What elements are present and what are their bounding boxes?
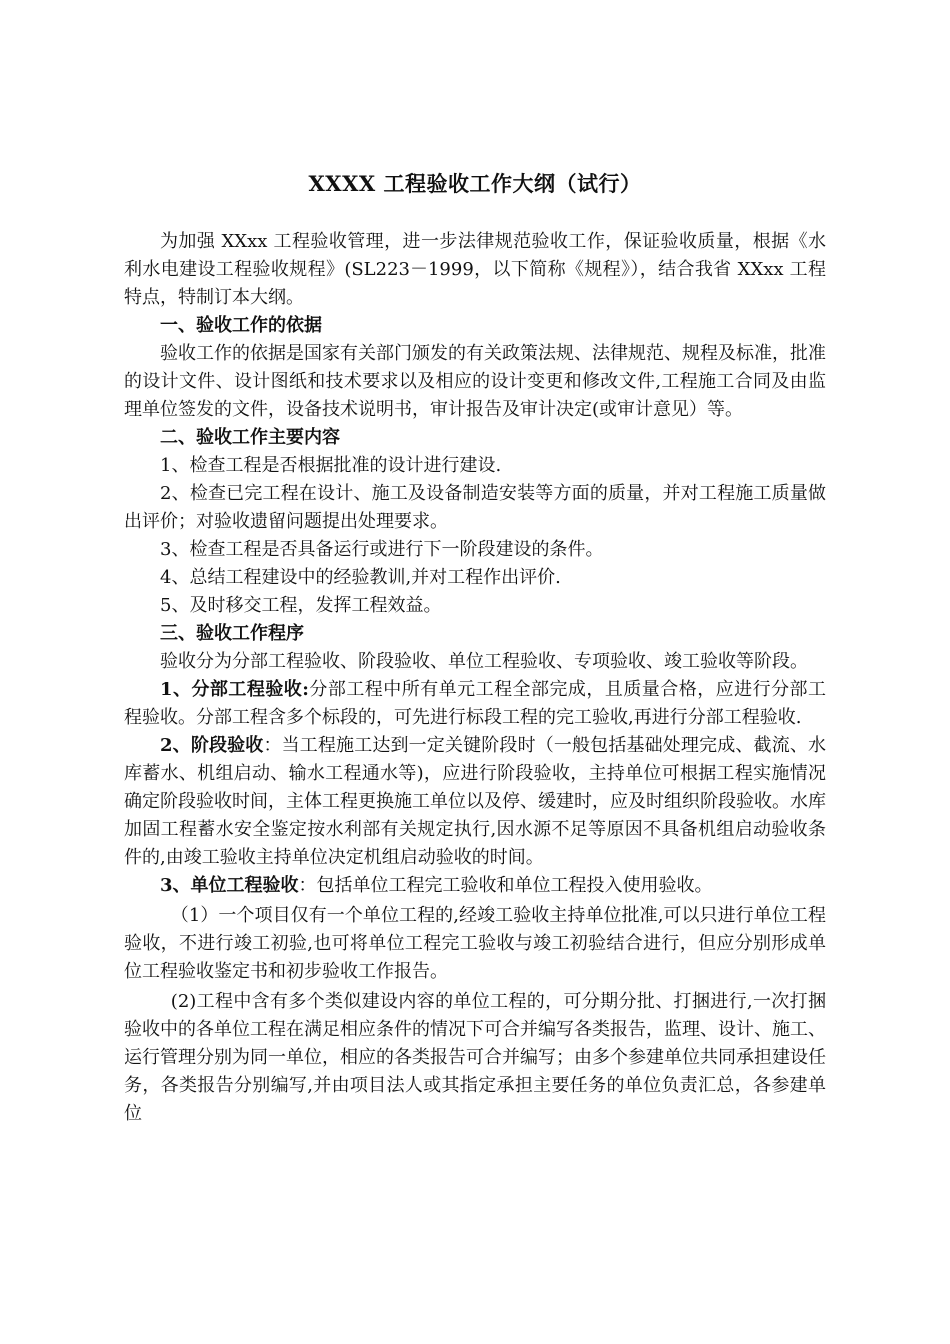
section-2-item: 3、检查工程是否具备运行或进行下一阶段建设的条件。 (160, 539, 604, 560)
sub-section-paragraph (124, 676, 826, 732)
numbered-clause: (2)工程中含有多个类似建设内容的单位工程的，可分期分批、打捆进行,一次打捆验收中的各单位工程在满足相应条件的情况下可合并编写各类报告，监理、设计、施工、运行管理分别为同一单位，相应的各类报告可合并编写；由多个参建单位共同承担建设任务，各类报告分别编写,并由项目法人或其指定承担主要任务的单位负责汇总，各参建单位 (124, 991, 826, 1124)
section-3-text: 验收分为分部工程验收、阶段验收、单位工程验收、专项验收、竣工验收等阶段。 (160, 651, 808, 672)
document-body (124, 228, 826, 1128)
sub-section-text: ：当工程施工达到一定关键阶段时（一般包括基础处理完成、截流、水库蓄水、机组启动、输水工程通水等)，应进行阶段验收，主持单位可根据工程实施情况确定阶段验收时间，主体工程更换施工单位以及停、缓建时，应及时组织阶段验收。水库加固工程蓄水安全鉴定按水利部有关规定执行,因水源不足等原因不具备机组启动验收条件的,由竣工验收主持单位决定机组启动验收的时间。 (124, 735, 826, 868)
section-2-item: 2、检查已完工程在设计、施工及设备制造安装等方面的质量，并对工程施工质量做出评价；对验收遗留问题提出处理要求。 (124, 483, 826, 532)
sub-section-text: 分部工程中所有单元工程全部完成，且质量合格，应进行分部工程验收。分部工程含多个标段的，可先进行标段工程的完工验收,再进行分部工程验收. (124, 679, 827, 728)
sub-section-lead: 2、阶段验收 (160, 735, 264, 756)
sub-section-lead: 3、单位工程验收 (160, 875, 299, 896)
section-3-heading: 三、验收工作程序 (160, 623, 304, 644)
sub-section-paragraph (124, 872, 826, 900)
section-2-item: 5、及时移交工程，发挥工程效益。 (160, 595, 442, 616)
section-1-text: 验收工作的依据是国家有关部门颁发的有关政策法规、法律规范、规程及标准，批准的设计文件、设计图纸和技术要求以及相应的设计变更和修改文件,工程施工合同及由监理单位签发的文件，设备技术说明书，审计报告及审计决定(或审计意见）等。 (124, 343, 826, 420)
sub-section-paragraph (124, 732, 826, 872)
section-2-item: 4、总结工程建设中的经验教训,并对工程作出评价. (160, 567, 561, 588)
document-title: XXXX 工程验收工作大纲（试行） (308, 171, 642, 196)
section-2-heading: 二、验收工作主要内容 (160, 427, 340, 448)
intro-paragraph: 为加强 XXxx 工程验收管理，进一步法律规范验收工作，保证验收质量，根据《水利水电建设工程验收规程》(SL223－1999，以下简称《规程》），结合我省 XXxx 工程特点，特制订本大纲。 (124, 231, 826, 308)
section-2-item: 1、检查工程是否根据批准的设计进行建设. (160, 455, 502, 476)
sub-section-lead: 1、分部工程验收: (160, 679, 309, 700)
sub-section-text: ：包括单位工程完工验收和单位工程投入使用验收。 (298, 875, 713, 896)
section-1-heading: 一、验收工作的依据 (160, 315, 322, 336)
numbered-clause: （1）一个项目仅有一个单位工程的,经竣工验收主持单位批准,可以只进行单位工程验收，不进行竣工初验,也可将单位工程完工验收与竣工初验结合进行，但应分别形成单位工程验收鉴定书和初步验收工作报告。 (124, 905, 826, 982)
